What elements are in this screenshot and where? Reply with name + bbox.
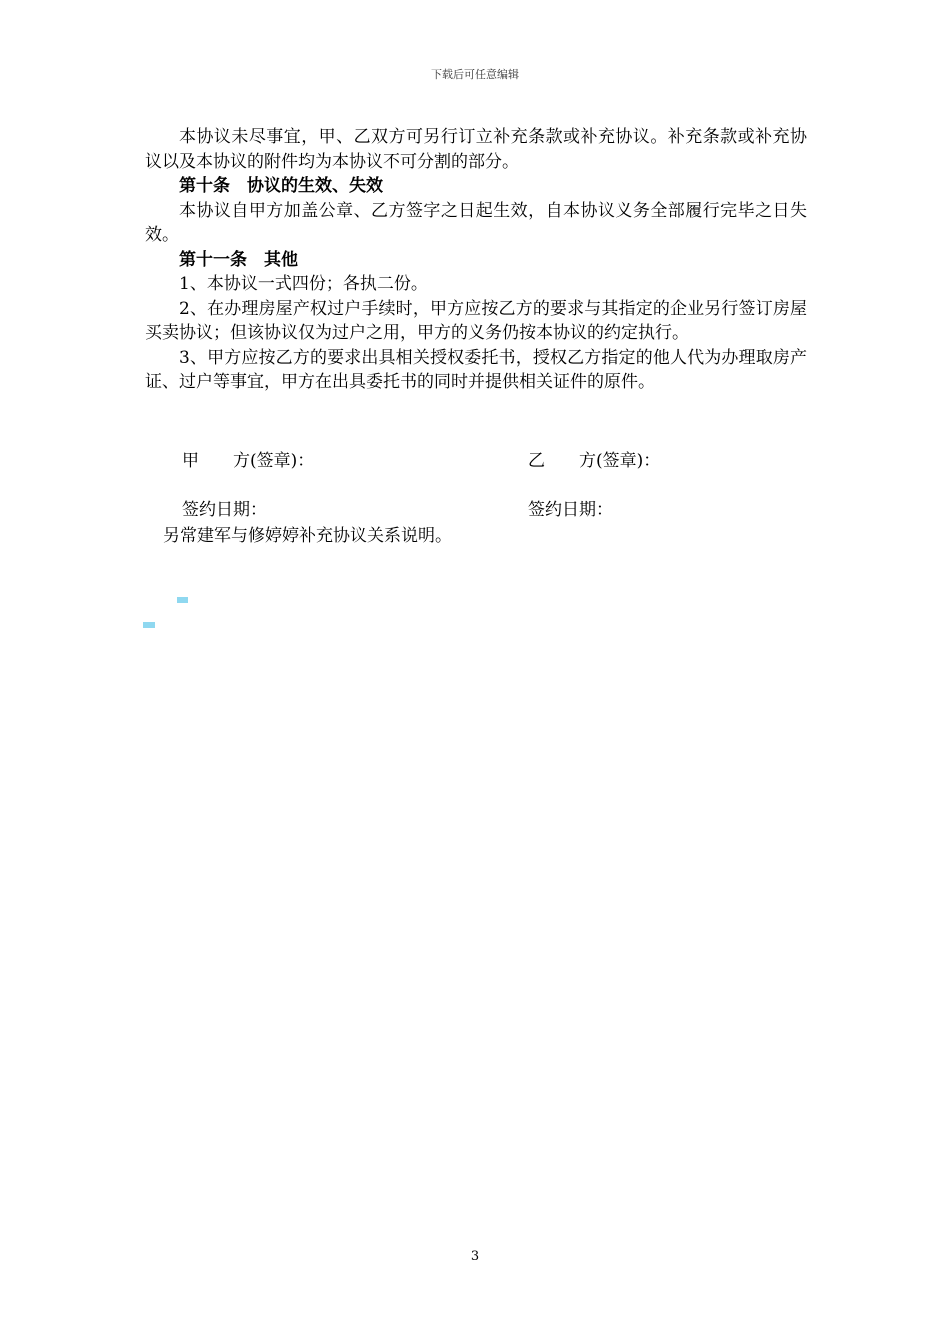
highlight-mark — [143, 622, 155, 628]
party-a-signature-label: 甲 方(签章)： — [182, 451, 315, 471]
page-number: 3 — [470, 1249, 480, 1264]
paragraph-effectiveness: 本协议自甲方加盖公章、乙方签字之日起生效，自本协议义务全部履行完毕之日失效。 — [145, 200, 807, 245]
heading-article-ten: 第十条 协议的生效、失效 — [179, 176, 383, 196]
party-b-date-label: 签约日期： — [528, 500, 613, 520]
page-header: 下载后可任意编辑 — [431, 68, 519, 81]
party-a-date-label: 签约日期： — [182, 500, 267, 520]
heading-article-eleven: 第十一条 其他 — [179, 249, 298, 270]
paragraph-supplementary-terms: 本协议未尽事宜，甲、乙双方可另行订立补充条款或补充协议。补充条款或补充协议以及本协议的附件均为本协议不可分割的部分。 — [145, 127, 807, 172]
paragraph-copies: 1、本协议一式四份；各执二份。 — [179, 274, 428, 294]
supplementary-note: 另常建军与修婷婷补充协议关系说明。 — [163, 526, 452, 546]
party-b-signature-label: 乙 方(签章)： — [528, 451, 661, 471]
paragraph-power-of-attorney: 3、甲方应按乙方的要求出具相关授权委托书，授权乙方指定的他人代为办理取房产证、过户等事宜，甲方在出具委托书的同时并提供相关证件的原件。 — [145, 347, 807, 392]
document-body — [145, 125, 807, 395]
paragraph-transfer-procedure: 2、在办理房屋产权过户手续时，甲方应按乙方的要求与其指定的企业另行签订房屋买卖协议；但该协议仅为过户之用，甲方的义务仍按本协议的约定执行。 — [145, 298, 807, 343]
highlight-mark — [177, 597, 188, 603]
